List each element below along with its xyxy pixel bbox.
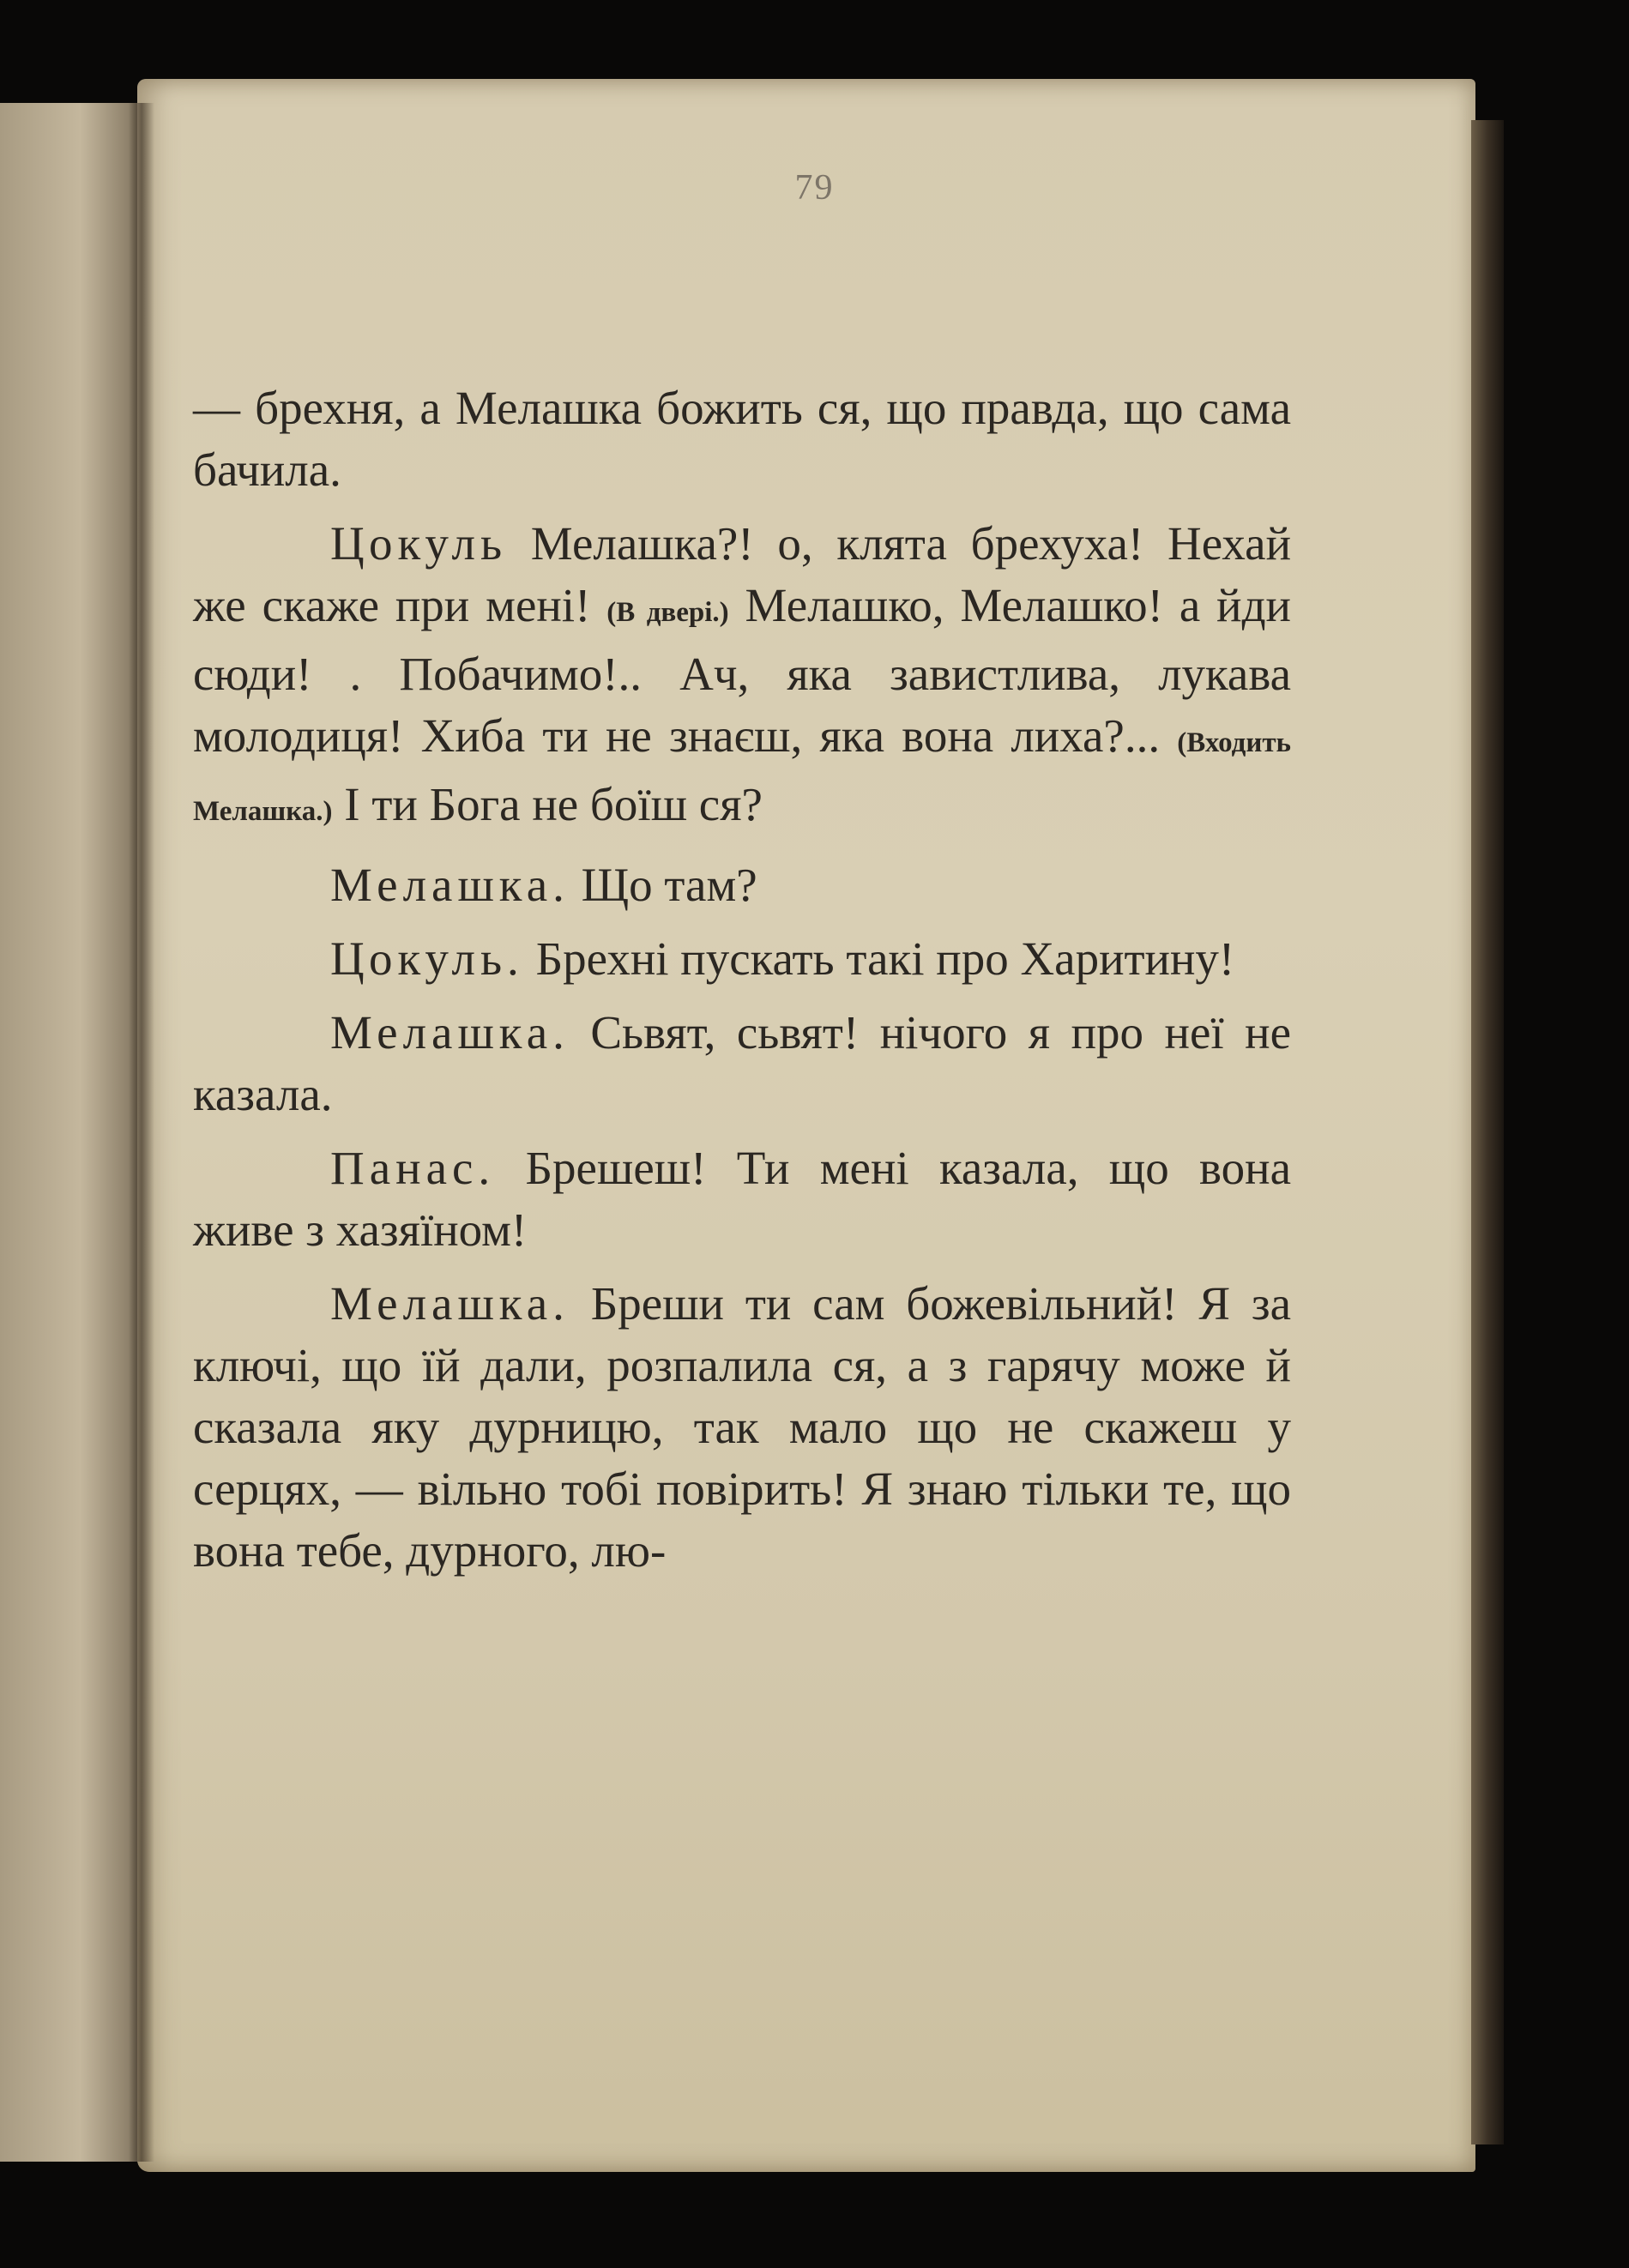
speaker-name: Цокуль <box>330 517 508 570</box>
dialogue-text: Мелашко, Мелашко! а йди сюди! . Побачимо!.. Ач, яка завистлива, лукава молодиця! Хиба ти не знаєш, яка вона лиха?... <box>193 579 1291 762</box>
speaker-name: Панас. <box>330 1142 496 1194</box>
paragraph <box>193 513 1291 842</box>
page-number: 79 <box>794 168 835 208</box>
dialogue-text: Бреши ти сам божевільний! Я за ключі, що їй дали, розпалила ся, а з гарячу може й сказала яку дурницю, так мало що не скажеш у серцях, — вільно тобі повірить! Я знаю тільки те, що вона тебе, дурного, лю- <box>193 1277 1291 1577</box>
page-text <box>193 377 1291 1594</box>
stage-direction: (Входить Мелашка.) <box>193 727 1291 827</box>
speaker-name: Мелашка. <box>330 1277 570 1330</box>
speaker-name: Цокуль. <box>330 932 524 985</box>
paragraph <box>193 377 1291 501</box>
dialogue-text: І ти Бога не боїш ся? <box>332 778 763 830</box>
dialogue-text: Що там? <box>569 859 757 911</box>
paragraph <box>193 1137 1291 1261</box>
dialogue-text: Сьвят, сьвят! нічого я про неї не казала. <box>193 1006 1291 1120</box>
dialogue-text: Мелашка?! о, клята брехуха! Нехай же скаже при мені! <box>193 517 1291 631</box>
right-page-edges <box>1471 120 1504 2144</box>
speaker-name: Мелашка. <box>330 1006 570 1059</box>
book-gutter <box>129 103 154 2162</box>
paragraph <box>193 928 1291 990</box>
dialogue-text: — брехня, а Мелашка божить ся, що правда, що сама бачила. <box>193 382 1291 496</box>
paragraph <box>193 854 1291 916</box>
dialogue-text: Брехні пускать такі про Харитину! <box>523 932 1235 985</box>
stage-direction: (В двері.) <box>606 597 729 628</box>
paragraph <box>193 1273 1291 1582</box>
paragraph <box>193 1002 1291 1125</box>
speaker-name: Мелашка. <box>330 859 570 911</box>
left-page-edge <box>0 103 146 2162</box>
dialogue-text: Брешеш! Ти мені казала, що вона живе з хазяїном! <box>193 1142 1291 1256</box>
